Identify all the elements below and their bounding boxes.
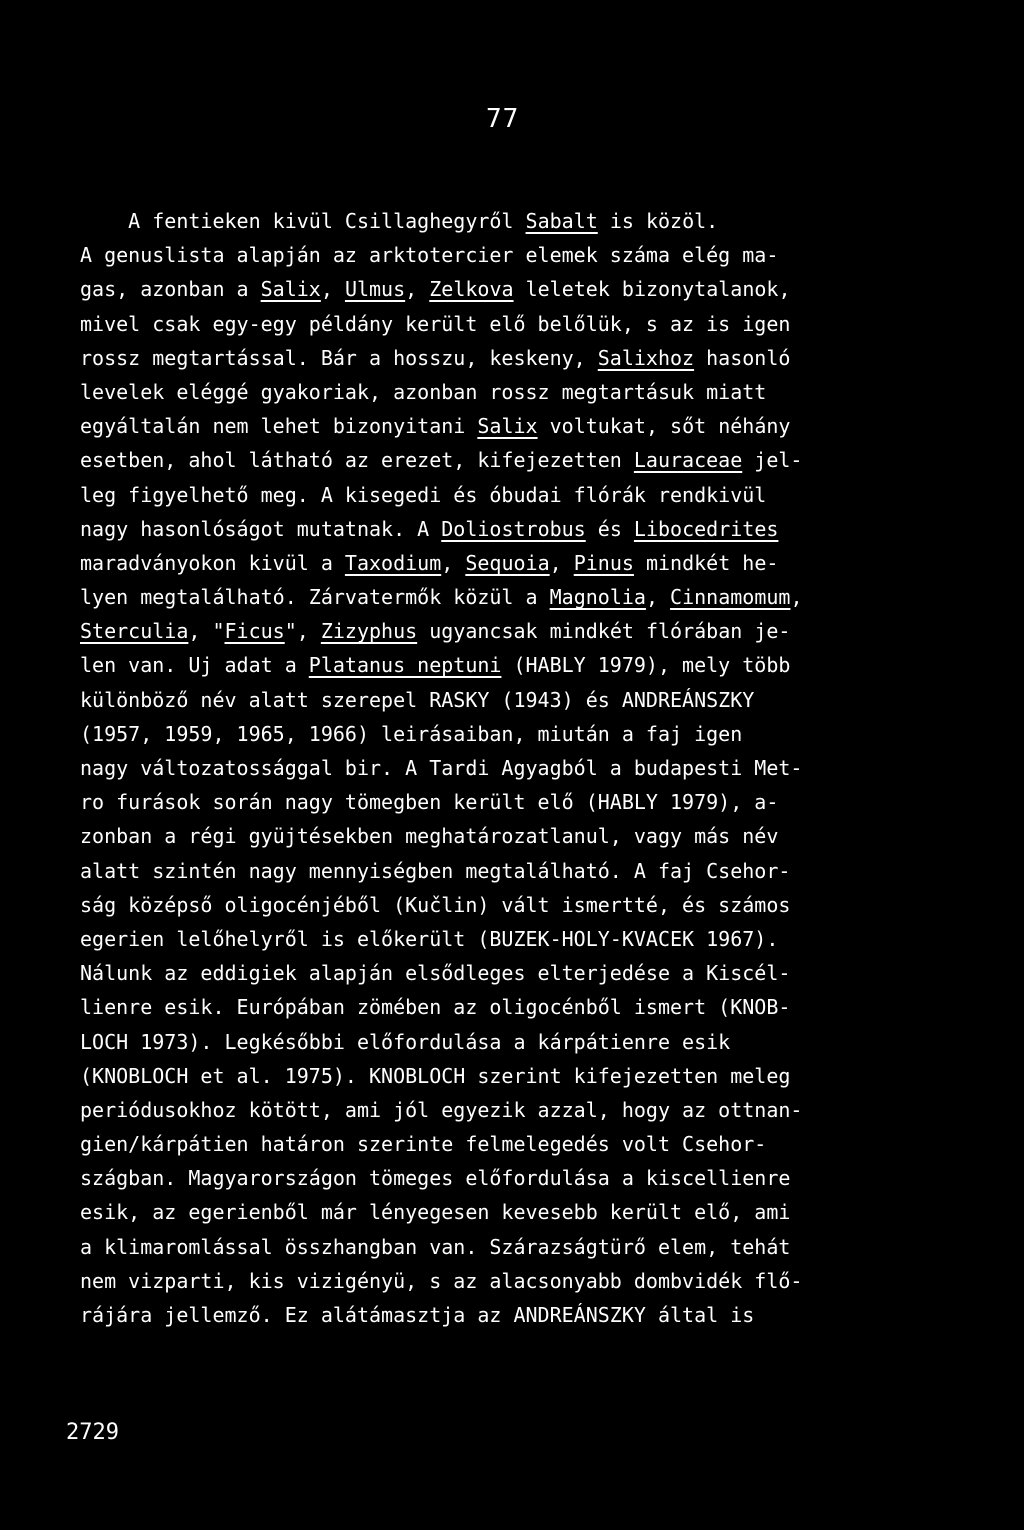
text-segment: , — [645, 585, 671, 610]
text-segment: nagy hasonlóságot mutatnak. A — [80, 516, 442, 541]
text-line — [80, 272, 950, 306]
underlined-taxon: Zelkova — [429, 277, 514, 302]
text-line — [80, 478, 950, 512]
text-segment: ugyancsak mindkét flórában je- — [417, 619, 791, 644]
text-segment: mindkét he- — [633, 550, 779, 575]
text-segment: , " — [188, 619, 225, 644]
text-segment: esetben, ahol látható az erezet, kifejezetten — [80, 448, 634, 473]
text-segment: periódusokhoz kötött, ami jól egyezik azzal, hogy az ottnan- — [80, 1097, 803, 1122]
underlined-taxon: Salix — [260, 277, 321, 302]
text-segment: , — [405, 277, 430, 302]
underlined-taxon: Libocedrites — [633, 516, 779, 541]
text-segment: maradványokon kivül a — [80, 550, 345, 575]
text-segment: zonban a régi gyüjtésekben meghatározatlanul, vagy más név — [80, 824, 779, 849]
text-line — [80, 922, 950, 956]
underlined-taxon: Salix — [477, 414, 538, 439]
text-segment: A fentieken kivül Csillaghegyről — [80, 209, 526, 233]
text-segment: alatt szintén nagy mennyiségben megtalálható. A faj Csehor- — [80, 858, 791, 883]
text-segment: esik, az egerienből már lényegesen kevesebb került elő, ami — [80, 1200, 791, 1225]
text-line — [80, 1093, 950, 1127]
underlined-taxon: Ulmus — [344, 277, 406, 302]
text-segment: jel- — [742, 448, 803, 473]
text-line — [80, 854, 950, 888]
underlined-taxon: Sequoia — [465, 550, 550, 575]
text-line — [80, 1059, 950, 1093]
underlined-taxon: Magnolia — [549, 585, 646, 610]
text-line — [80, 1298, 950, 1332]
text-segment: különböző név alatt szerepel RASKY (1943) és ANDREÁNSZKY — [80, 687, 755, 712]
text-line — [80, 307, 950, 341]
text-segment: Nálunk az eddigiek alapján elsődleges elterjedése a Kiscél- — [80, 961, 791, 986]
text-line — [80, 785, 950, 819]
text-line — [80, 443, 950, 477]
text-segment: levelek eléggé gyakoriak, azonban rossz megtartásuk miatt — [80, 379, 767, 404]
text-segment: LOCH 1973). Legkésőbbi előfordulása a kárpátienre esik — [80, 1029, 731, 1054]
text-segment: egerien lelőhelyről is előkerült (BUZEK-HOLY-KVACEK 1967). — [80, 926, 779, 951]
text-line — [80, 1161, 950, 1195]
text-line — [80, 409, 950, 443]
text-segment: , — [320, 277, 345, 302]
text-segment: (1957, 1959, 1965, 1966) leirásaiban, miután a faj igen — [80, 721, 743, 746]
text-line — [80, 1195, 950, 1229]
footer-code: 2729 — [66, 1420, 119, 1445]
text-segment: leletek bizonytalanok, — [513, 277, 791, 302]
text-segment: ", — [284, 619, 321, 644]
text-line — [80, 1230, 950, 1264]
text-segment: voltukat, sőt néhány — [537, 414, 791, 439]
underlined-taxon: Salixhoz — [597, 345, 695, 370]
text-line — [80, 341, 950, 375]
text-segment: , — [441, 550, 466, 575]
page-number: 77 — [486, 104, 520, 134]
text-segment: , — [549, 550, 574, 575]
text-line — [80, 238, 950, 272]
underlined-taxon: Zizyphus — [320, 619, 418, 644]
text-line — [80, 751, 950, 785]
text-segment: a klimaromlással összhangban van. Szárazságtürő elem, tehát — [80, 1234, 791, 1259]
text-segment: lyen megtalálható. Zárvatermők közül a — [80, 585, 550, 610]
text-segment: len van. Uj adat a — [80, 653, 309, 678]
text-segment: szágban. Magyarországon tömeges előfordulása a kiscellienre — [80, 1166, 791, 1191]
text-segment: , — [790, 585, 803, 610]
text-segment: ro furások során nagy tömegben került elő (HABLY 1979), a- — [80, 790, 779, 815]
underlined-taxon: Lauraceae — [633, 448, 743, 473]
text-line — [80, 580, 950, 614]
text-segment: nagy változatossággal bir. A Tardi Agyagból a budapesti Met- — [80, 756, 803, 780]
text-line — [80, 888, 950, 922]
text-segment: is közöl. — [597, 209, 719, 233]
text-segment: gas, azonban a — [80, 277, 261, 302]
text-line — [80, 648, 950, 682]
text-line — [80, 819, 950, 853]
text-line — [80, 990, 950, 1024]
underlined-taxon: Sterculia — [80, 619, 189, 644]
text-line — [80, 375, 950, 409]
text-line — [80, 1127, 950, 1161]
underlined-taxon: Sabalt — [525, 209, 598, 233]
text-line — [80, 717, 950, 751]
underlined-taxon: Platanus neptuni — [308, 653, 502, 678]
text-segment: és — [585, 516, 634, 541]
underlined-taxon: Taxodium — [344, 550, 442, 575]
text-line — [80, 1264, 950, 1298]
underlined-taxon: Pinus — [573, 550, 634, 575]
text-segment: rossz megtartással. Bár a hosszu, keskeny, — [80, 345, 598, 370]
text-segment: A genuslista alapján az arktotercier elemek száma elég ma- — [80, 243, 779, 268]
text-line — [80, 204, 950, 238]
text-line — [80, 683, 950, 717]
text-segment: ság középső oligocénjéből (Kučlin) vált ismertté, és számos — [80, 892, 791, 917]
text-line — [80, 956, 950, 990]
text-segment: rájára jellemző. Ez alátámasztja az ANDREÁNSZKY által is — [80, 1303, 755, 1327]
underlined-taxon: Ficus — [224, 619, 285, 644]
text-line — [80, 1025, 950, 1059]
text-line — [80, 546, 950, 580]
text-segment: (HABLY 1979), mely több — [501, 653, 791, 678]
text-line — [80, 512, 950, 546]
underlined-taxon: Cinnamomum — [670, 585, 791, 610]
text-segment: mivel csak egy-egy példány került elő belőlük, s az is igen — [80, 311, 791, 336]
text-segment: gien/kárpátien határon szerinte felmelegedés volt Csehor- — [80, 1132, 767, 1157]
text-segment: lienre esik. Európában zömében az oligocénből ismert (KNOB- — [80, 995, 791, 1020]
text-segment: hasonló — [694, 345, 791, 370]
text-segment: leg figyelhető meg. A kisegedi és óbudai flórák rendkivül — [80, 482, 767, 507]
text-segment: nem vizparti, kis vizigényü, s az alacsonyabb dombvidék flő- — [80, 1268, 803, 1293]
text-line — [80, 614, 950, 648]
text-segment: egyáltalán nem lehet bizonyitani — [80, 414, 478, 439]
underlined-taxon: Doliostrobus — [441, 516, 586, 541]
body-text — [80, 204, 950, 1332]
text-segment: (KNOBLOCH et al. 1975). KNOBLOCH szerint kifejezetten meleg — [80, 1063, 791, 1088]
